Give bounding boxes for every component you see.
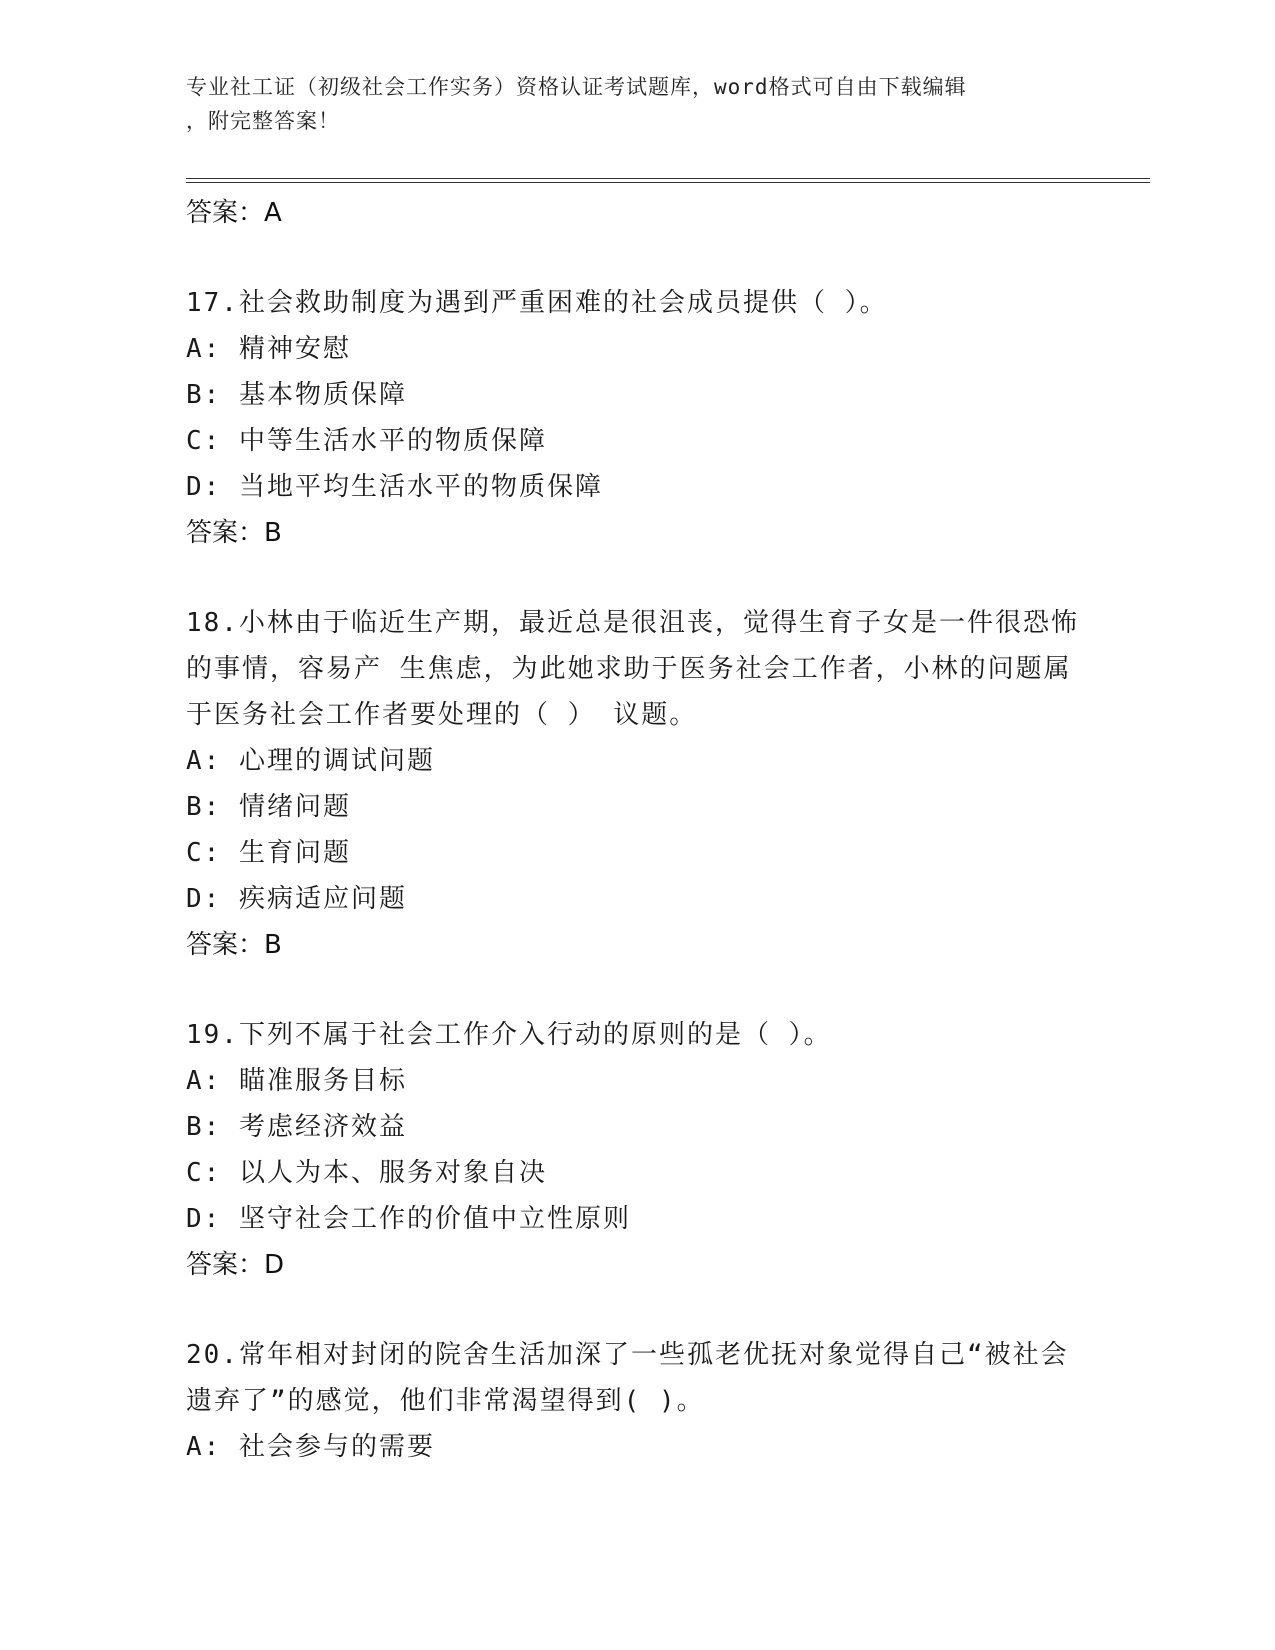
option-a: A: 精神安慰 xyxy=(186,334,351,364)
option-a: A: 瞄准服务目标 xyxy=(186,1066,407,1096)
option-b: B: 情绪问题 xyxy=(186,792,351,822)
header-divider xyxy=(186,178,1150,183)
option-d: D: 坚守社会工作的价值中立性原则 xyxy=(186,1204,631,1234)
option-a: A: 心理的调试问题 xyxy=(186,746,435,776)
question-19 xyxy=(186,1012,1086,1288)
header-line-2: ，附完整答案！ xyxy=(186,109,340,133)
page-header xyxy=(186,70,1086,138)
option-b: B: 基本物质保障 xyxy=(186,380,407,410)
option-b: B: 考虑经济效益 xyxy=(186,1112,407,1142)
question-18 xyxy=(186,600,1086,968)
option-c: C: 以人为本、服务对象自决 xyxy=(186,1158,547,1188)
option-a: A: 社会参与的需要 xyxy=(186,1432,435,1462)
question-text: 19.下列不属于社会工作介入行动的原则的是（ ）。 xyxy=(186,1020,832,1050)
document-body xyxy=(186,190,1086,1470)
option-d: D: 当地平均生活水平的物质保障 xyxy=(186,472,603,502)
question-17 xyxy=(186,280,1086,556)
question-text: 18.小林由于临近生产期，最近总是很沮丧，觉得生育子女是一件很恐怖的事情，容易产 生焦虑，为此她求助于医务社会工作者，小林的问题属于医务社会工作者要处理的（ ） 议题。 xyxy=(186,608,1079,730)
answer-line: 答案：A xyxy=(186,198,282,228)
answer-line: 答案：B xyxy=(186,518,282,548)
header-line-1: 专业社工证（初级社会工作实务）资格认证考试题库，word格式可自由下载编辑 xyxy=(186,75,967,99)
option-c: C: 生育问题 xyxy=(186,838,351,868)
option-c: C: 中等生活水平的物质保障 xyxy=(186,426,547,456)
question-20 xyxy=(186,1332,1086,1470)
answer-line: 答案：B xyxy=(186,930,282,960)
question-text: 17.社会救助制度为遇到严重困难的社会成员提供（ ）。 xyxy=(186,288,888,318)
option-d: D: 疾病适应问题 xyxy=(186,884,407,914)
question-text: 20.常年相对封闭的院舍生活加深了一些孤老优抚对象觉得自己“被社会遗弃了”的感觉，他们非常渴望得到( )。 xyxy=(186,1340,1069,1416)
answer-line: 答案：D xyxy=(186,1250,285,1280)
